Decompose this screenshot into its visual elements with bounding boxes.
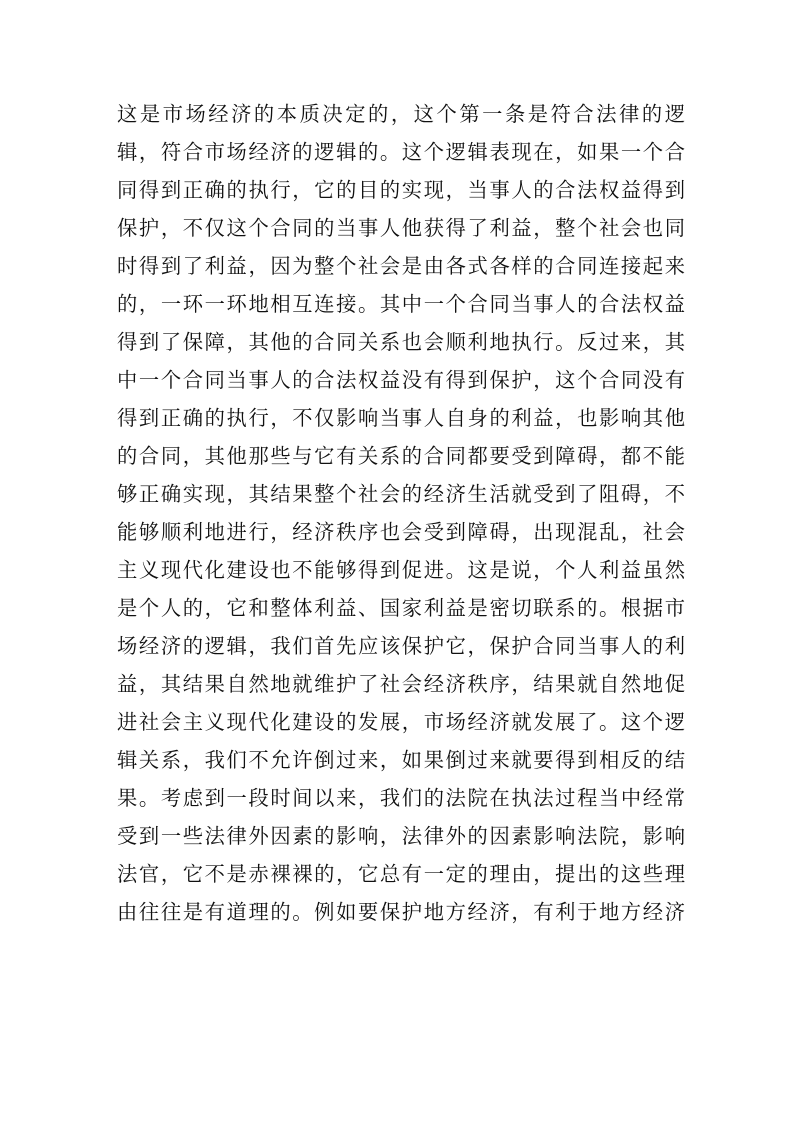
text-line: 得到了保障，其他的合同关系也会顺利地执行。反过来，其 [117,330,685,354]
text-line: 的，一环一环地相互连接。其中一个合同当事人的合法权益 [117,292,685,316]
text-line: 是个人的，它和整体利益、国家利益是密切联系的。根据市 [117,596,685,620]
text-line: 同得到正确的执行，它的目的实现，当事人的合法权益得到 [117,178,685,202]
text-line: 法官，它不是赤裸裸的，它总有一定的理由，提出的这些理 [117,862,685,886]
text-line: 由往往是有道理的。例如要保护地方经济，有利于地方经济 [117,900,685,924]
text-line: 够正确实现，其结果整个社会的经济生活就受到了阻碍，不 [117,482,685,506]
text-line: 果。考虑到一段时间以来，我们的法院在执法过程当中经常 [117,786,685,810]
text-line: 能够顺利地进行，经济秩序也会受到障碍，出现混乱，社会 [117,520,685,544]
text-line: 保护，不仅这个合同的当事人他获得了利益，整个社会也同 [117,216,685,240]
text-line: 进社会主义现代化建设的发展，市场经济就发展了。这个逻 [117,710,685,734]
text-line: 辑，符合市场经济的逻辑的。这个逻辑表现在，如果一个合 [117,140,685,164]
text-line: 得到正确的执行，不仅影响当事人自身的利益，也影响其他 [117,406,685,430]
text-line: 主义现代化建设也不能够得到促进。这是说，个人利益虽然 [117,558,685,582]
text-line: 的合同，其他那些与它有关系的合同都要受到障碍，都不能 [117,444,685,468]
body-text [117,95,685,931]
text-line: 受到一些法律外因素的影响，法律外的因素影响法院，影响 [117,824,685,848]
text-line: 这是市场经济的本质决定的，这个第一条是符合法律的逻 [117,102,685,126]
text-line: 场经济的逻辑，我们首先应该保护它，保护合同当事人的利 [117,634,685,658]
text-line: 中一个合同当事人的合法权益没有得到保护，这个合同没有 [117,368,685,392]
text-line: 时得到了利益，因为整个社会是由各式各样的合同连接起来 [117,254,685,278]
text-line: 益，其结果自然地就维护了社会经济秩序，结果就自然地促 [117,672,685,696]
text-line: 辑关系，我们不允许倒过来，如果倒过来就要得到相反的结 [117,748,685,772]
